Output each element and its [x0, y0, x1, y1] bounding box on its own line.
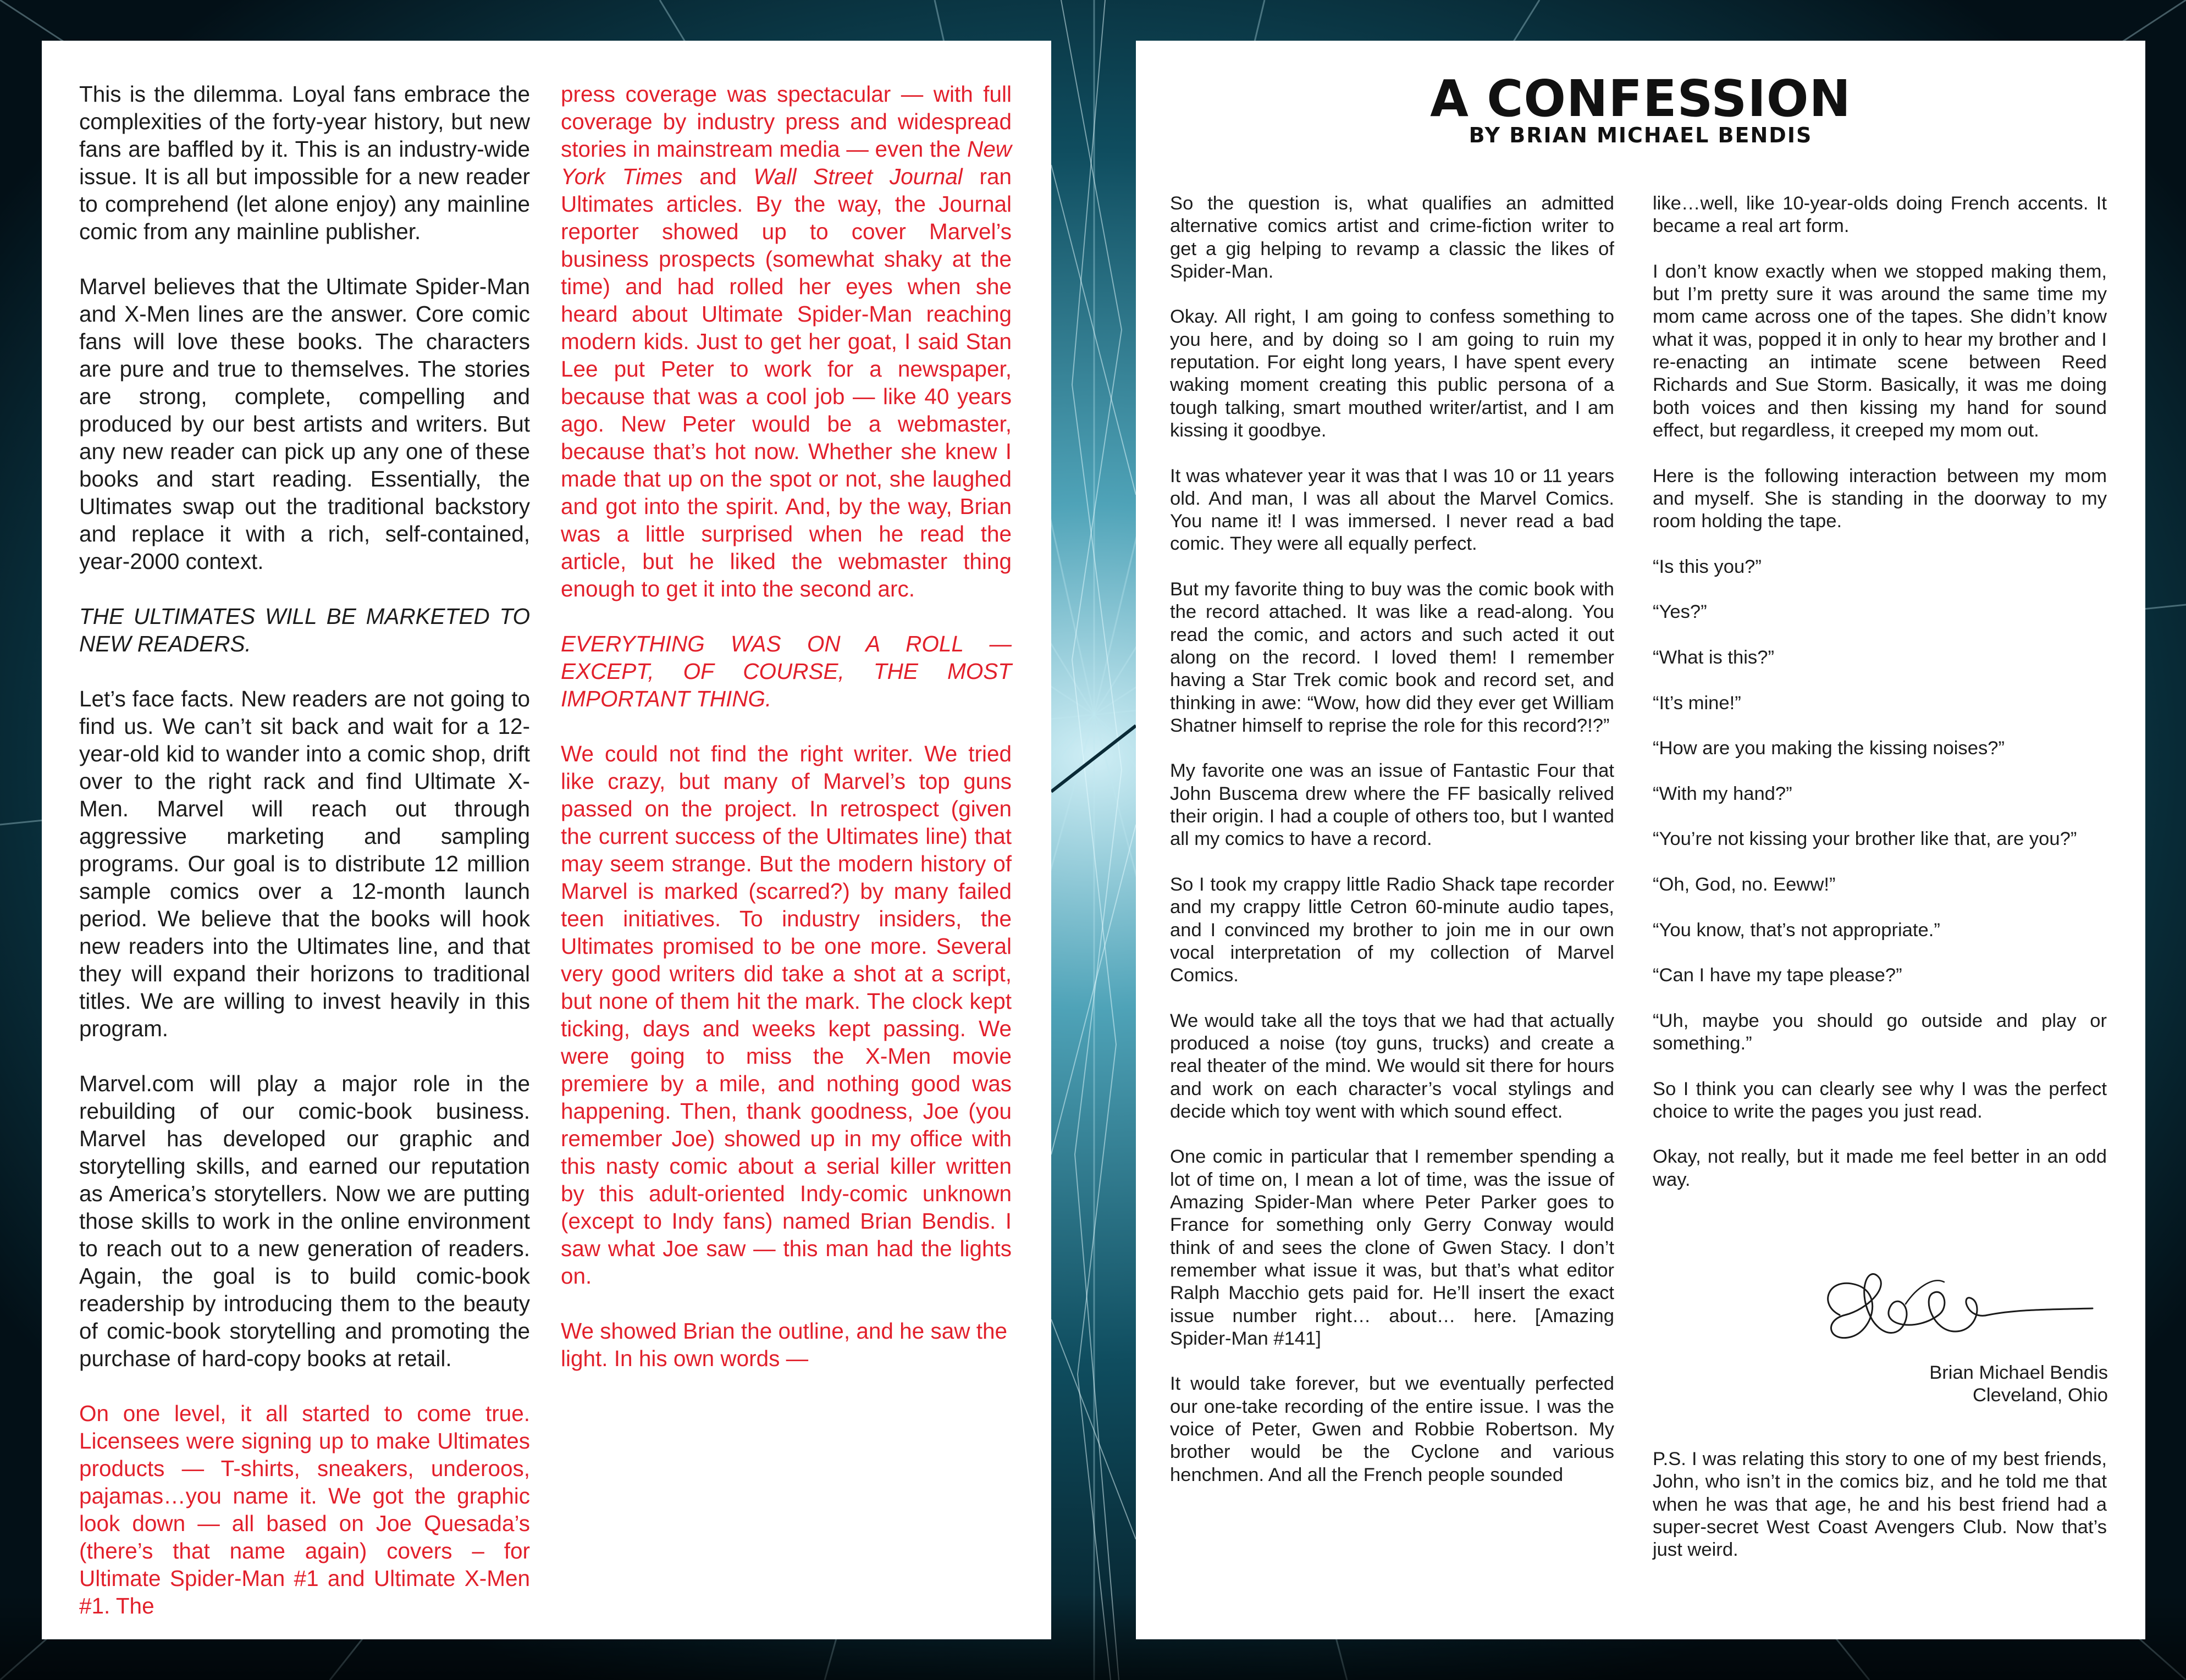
dialogue-line: “Is this you?”: [1653, 556, 1762, 577]
paragraph: This is the dilemma. Loyal fans embrace the complexities of the forty-year history, but new fans are baffled by it. This is an industry-wide issue. It is all but impossible for a new reader to comprehend (let alone enjoy) any mainline comic from any mainline publisher.: [79, 81, 530, 244]
paragraph: So I think you can clearly see why I was the perfect choice to write the pages you just read.: [1653, 1078, 2107, 1122]
paragraph: Marvel believes that the Ultimate Spider-Man and X-Men lines are the answer. Core comic fans will love these books. The characters are pure and true to themselves. The stories are strong, complete, compelling and produced by our best artists and writers. But any new reader can pick up any one of these books and start reading. Essentially, the Ultimates swap out the traditional backstory and replace it with a rich, self-contained, year-2000 context.: [79, 274, 530, 574]
paragraph: Let’s face facts. New readers are not going to find us. We can’t sit back and wait for a 12-year-old kid to wander into a comic shop, drift over to the right rack and find Ultimate X-Men. Marvel will reach out through aggressive marketing and sampling programs. Our goal is to distribute 12 million sample comics over a 12-month launch period. We believe that the books will hook new readers into the Ultimates line, and that they will expand their horizons to traditional titles. We are willing to invest heavily in this program.: [79, 686, 530, 1041]
dialogue-line: “How are you making the kissing noises?”: [1653, 738, 2005, 759]
paragraph: But my favorite thing to buy was the comic book with the record attached. It was like a read-along. You read the comic, and actors and such acted it out along on the record. I loved them! I remember having a Star Trek comic book and record set, and thinking in awe: “Wow, how did they ever get William Shatner himself to reprise the role for this record?!?”: [1170, 579, 1614, 736]
paragraph: It was whatever year it was that I was 10 or 11 years old. And man, I was all about the Marvel Comics. You name it! I was immersed. I never read a bad comic. They were all equally perfect.: [1170, 465, 1614, 555]
text-run: and: [682, 164, 754, 189]
paragraph: We showed Brian the outline, and he saw the light. In his own words —: [561, 1318, 1008, 1371]
dialogue-line: “Yes?”: [1653, 601, 1707, 623]
signature: [1807, 1255, 2104, 1364]
paragraph: Marvel.com will play a major role in the rebuilding of our comic-book business. Marvel has developed our graphic and storytelling skills, and earned our reputation as America’s storytellers. Now we are putting those skills to work in the online environment to reach out to a new generation of readers. Again, the goal is to build comic-book readership by introducing them to the beauty of comic-book storytelling and promoting the purchase of hard-copy books at retail.: [79, 1071, 530, 1371]
dialogue-line: “Uh, maybe you should go outside and play or something.”: [1653, 1010, 2107, 1054]
left-page: [42, 41, 1051, 1639]
dialogue-line: “With my hand?”: [1653, 783, 1792, 804]
right-column-2: [1653, 192, 2107, 1214]
dialogue-line: “You’re not kissing your brother like that, are you?”: [1653, 828, 2077, 850]
signature-location: Cleveland, Ohio: [1972, 1385, 2108, 1406]
right-page: [1136, 41, 2145, 1639]
paragraph: We could not find the right writer. We tried like crazy, but many of Marvel’s top guns passed on the project. In retrospect (given the current success of the Ultimates line) that may seem strange. But the modern history of Marvel is marked (scarred?) by many failed teen initiatives. To industry insiders, the Ultimates promised to be one more. Several very good writers did take a shot at a script, but none of them hit the mark. The clock kept ticking, days and weeks kept passing. We were going to miss the X-Men movie premiere by a mile, and nothing good was happening. Then, thank goodness, Joe (you remember Joe) showed up in my office with this nasty comic about a serial killer written by this adult-oriented Indy-comic unknown (except to Indy fans) named Brian Bendis. I saw what Joe saw — this man had the lights on.: [561, 741, 1012, 1289]
section-heading: EVERYTHING WAS ON A ROLL — EXCEPT, OF COURSE, THE MOST IMPORTANT THING.: [561, 631, 1012, 711]
publication-name: New York Times: [561, 136, 1012, 189]
dialogue-line: “Can I have my tape please?”: [1653, 965, 1902, 986]
right-column-1: [1170, 192, 1614, 1509]
paragraph: Here is the following interaction between my mom and myself. She is standing in the doorway to my room holding the tape.: [1653, 465, 2107, 532]
left-column-1: [79, 80, 530, 1620]
signature-name: Brian Michael Bendis: [1929, 1362, 2108, 1383]
publication-name: Wall Street Journal: [753, 164, 963, 189]
paragraph: One comic in particular that I remember spending a lot of time on, I mean a lot of time, was the issue of Amazing Spider-Man where Peter Parker goes to France for something only Gerry Conway would think of and sees the clone of Gwen Stacy. I don’t remember what issue it was, but that’s what editor Ralph Macchio gets paid for. He’ll insert the exact issue number right… about… here. [Amazing Spider-Man #141]: [1170, 1146, 1614, 1349]
paragraph: It would take forever, but we eventually perfected our one-take recording of the entire issue. I was the voice of Peter, Gwen and Robbie Robertson. My brother would be the Cyclone and various henchmen. And all the French people sounded: [1170, 1373, 1614, 1485]
text-run: press coverage was spectacular — with full coverage by industry press and widespread stories in mainstream media — even the: [561, 81, 1012, 162]
byline: BY BRIAN MICHAEL BENDIS: [1469, 123, 1813, 147]
paragraph: Okay. All right, I am going to confess something to you here, and by doing so I am going to ruin my reputation. For eight long years, I have spent every waking moment creating this public persona of a tough talking, smart mouthed writer/artist, and I am kissing it goodbye.: [1170, 306, 1614, 441]
dialogue-line: “Oh, God, no. Eeww!”: [1653, 874, 1836, 895]
dialogue-line: “What is this?”: [1653, 646, 1774, 668]
paragraph: So I took my crappy little Radio Shack tape recorder and my crappy little Cetron 60-minute audio tapes, and I convinced my brother to join me in our own vocal interpretation of my collection of Marvel Comics.: [1170, 874, 1614, 986]
text-run: ran Ultimates articles. By the way, the Journal reporter showed up to cover Marvel’s business prospects (somewhat shaky at the time) and had rolled her eyes when she heard about Ultimate Spider-Man reaching modern kids. Just to get her goat, I said Stan Lee put Peter to work for a newspaper, because that was a cool job — like 40 years ago. New Peter would be a webmaster, because that’s hot now. Whether she knew I made that up on the spot or not, she laughed and got into the spirit. And, by the way, Brian was a little surprised when he read the article, but he liked the webmaster thing enough to get it into the second arc.: [561, 164, 1012, 601]
article-title: A CONFESSION: [1430, 69, 1851, 128]
paragraph: I don’t know exactly when we stopped making them, but I’m pretty sure it was around the same time my mom came across one of the tapes. She didn’t know what it was, popped it in only to hear my brother and I re-enacting an intimate scene between Reed Richards and Sue Storm. Basically, it was me doing both voices and then kissing my hand for sound effect, but regardless, it creeped my mom out.: [1653, 261, 2107, 441]
paragraph: On one level, it all started to come true. Licensees were signing up to make Ultimates products — T-shirts, sneakers, underoos, pajamas…you name it. We got the graphic look down — all based on Joe Quesada’s (there’s that name again) covers – for Ultimate Spider-Man #1 and Ultimate X-Men #1. The: [79, 1401, 530, 1618]
section-heading: THE ULTIMATES WILL BE MARKETED TO NEW READERS.: [79, 604, 530, 656]
postscript: P.S. I was relating this story to one of my best friends, John, who isn’t in the comics biz, and he told me that when he was that age, he and his best friend had a super-secret West Coast Avengers Club. Now that’s just weird.: [1653, 1449, 2107, 1561]
paragraph: [561, 80, 1012, 603]
paragraph: Okay, not really, but it made me feel better in an odd way.: [1653, 1146, 2107, 1190]
dialogue-line: “It’s mine!”: [1653, 692, 1741, 714]
paragraph: like…well, like 10-year-olds doing French accents. It became a real art form.: [1653, 193, 2107, 237]
paragraph: So the question is, what qualifies an admitted alternative comics artist and crime-fiction writer to get a gig helping to revamp a classic the likes of Spider-Man.: [1170, 193, 1614, 282]
paragraph: My favorite one was an issue of Fantastic Four that John Buscema drew where the FF basically relived their origin. I had a couple of others too, but I wanted all my comics to have a record.: [1170, 760, 1614, 850]
dialogue-line: “You know, that’s not appropriate.”: [1653, 919, 1940, 941]
paragraph: We would take all the toys that we had that actually produced a noise (toy guns, trucks) and create a real theater of the mind. We would sit there for hours and work on each character’s vocal stylings and decide which toy went with which sound effect.: [1170, 1010, 1614, 1122]
left-column-2: [561, 80, 1012, 1372]
